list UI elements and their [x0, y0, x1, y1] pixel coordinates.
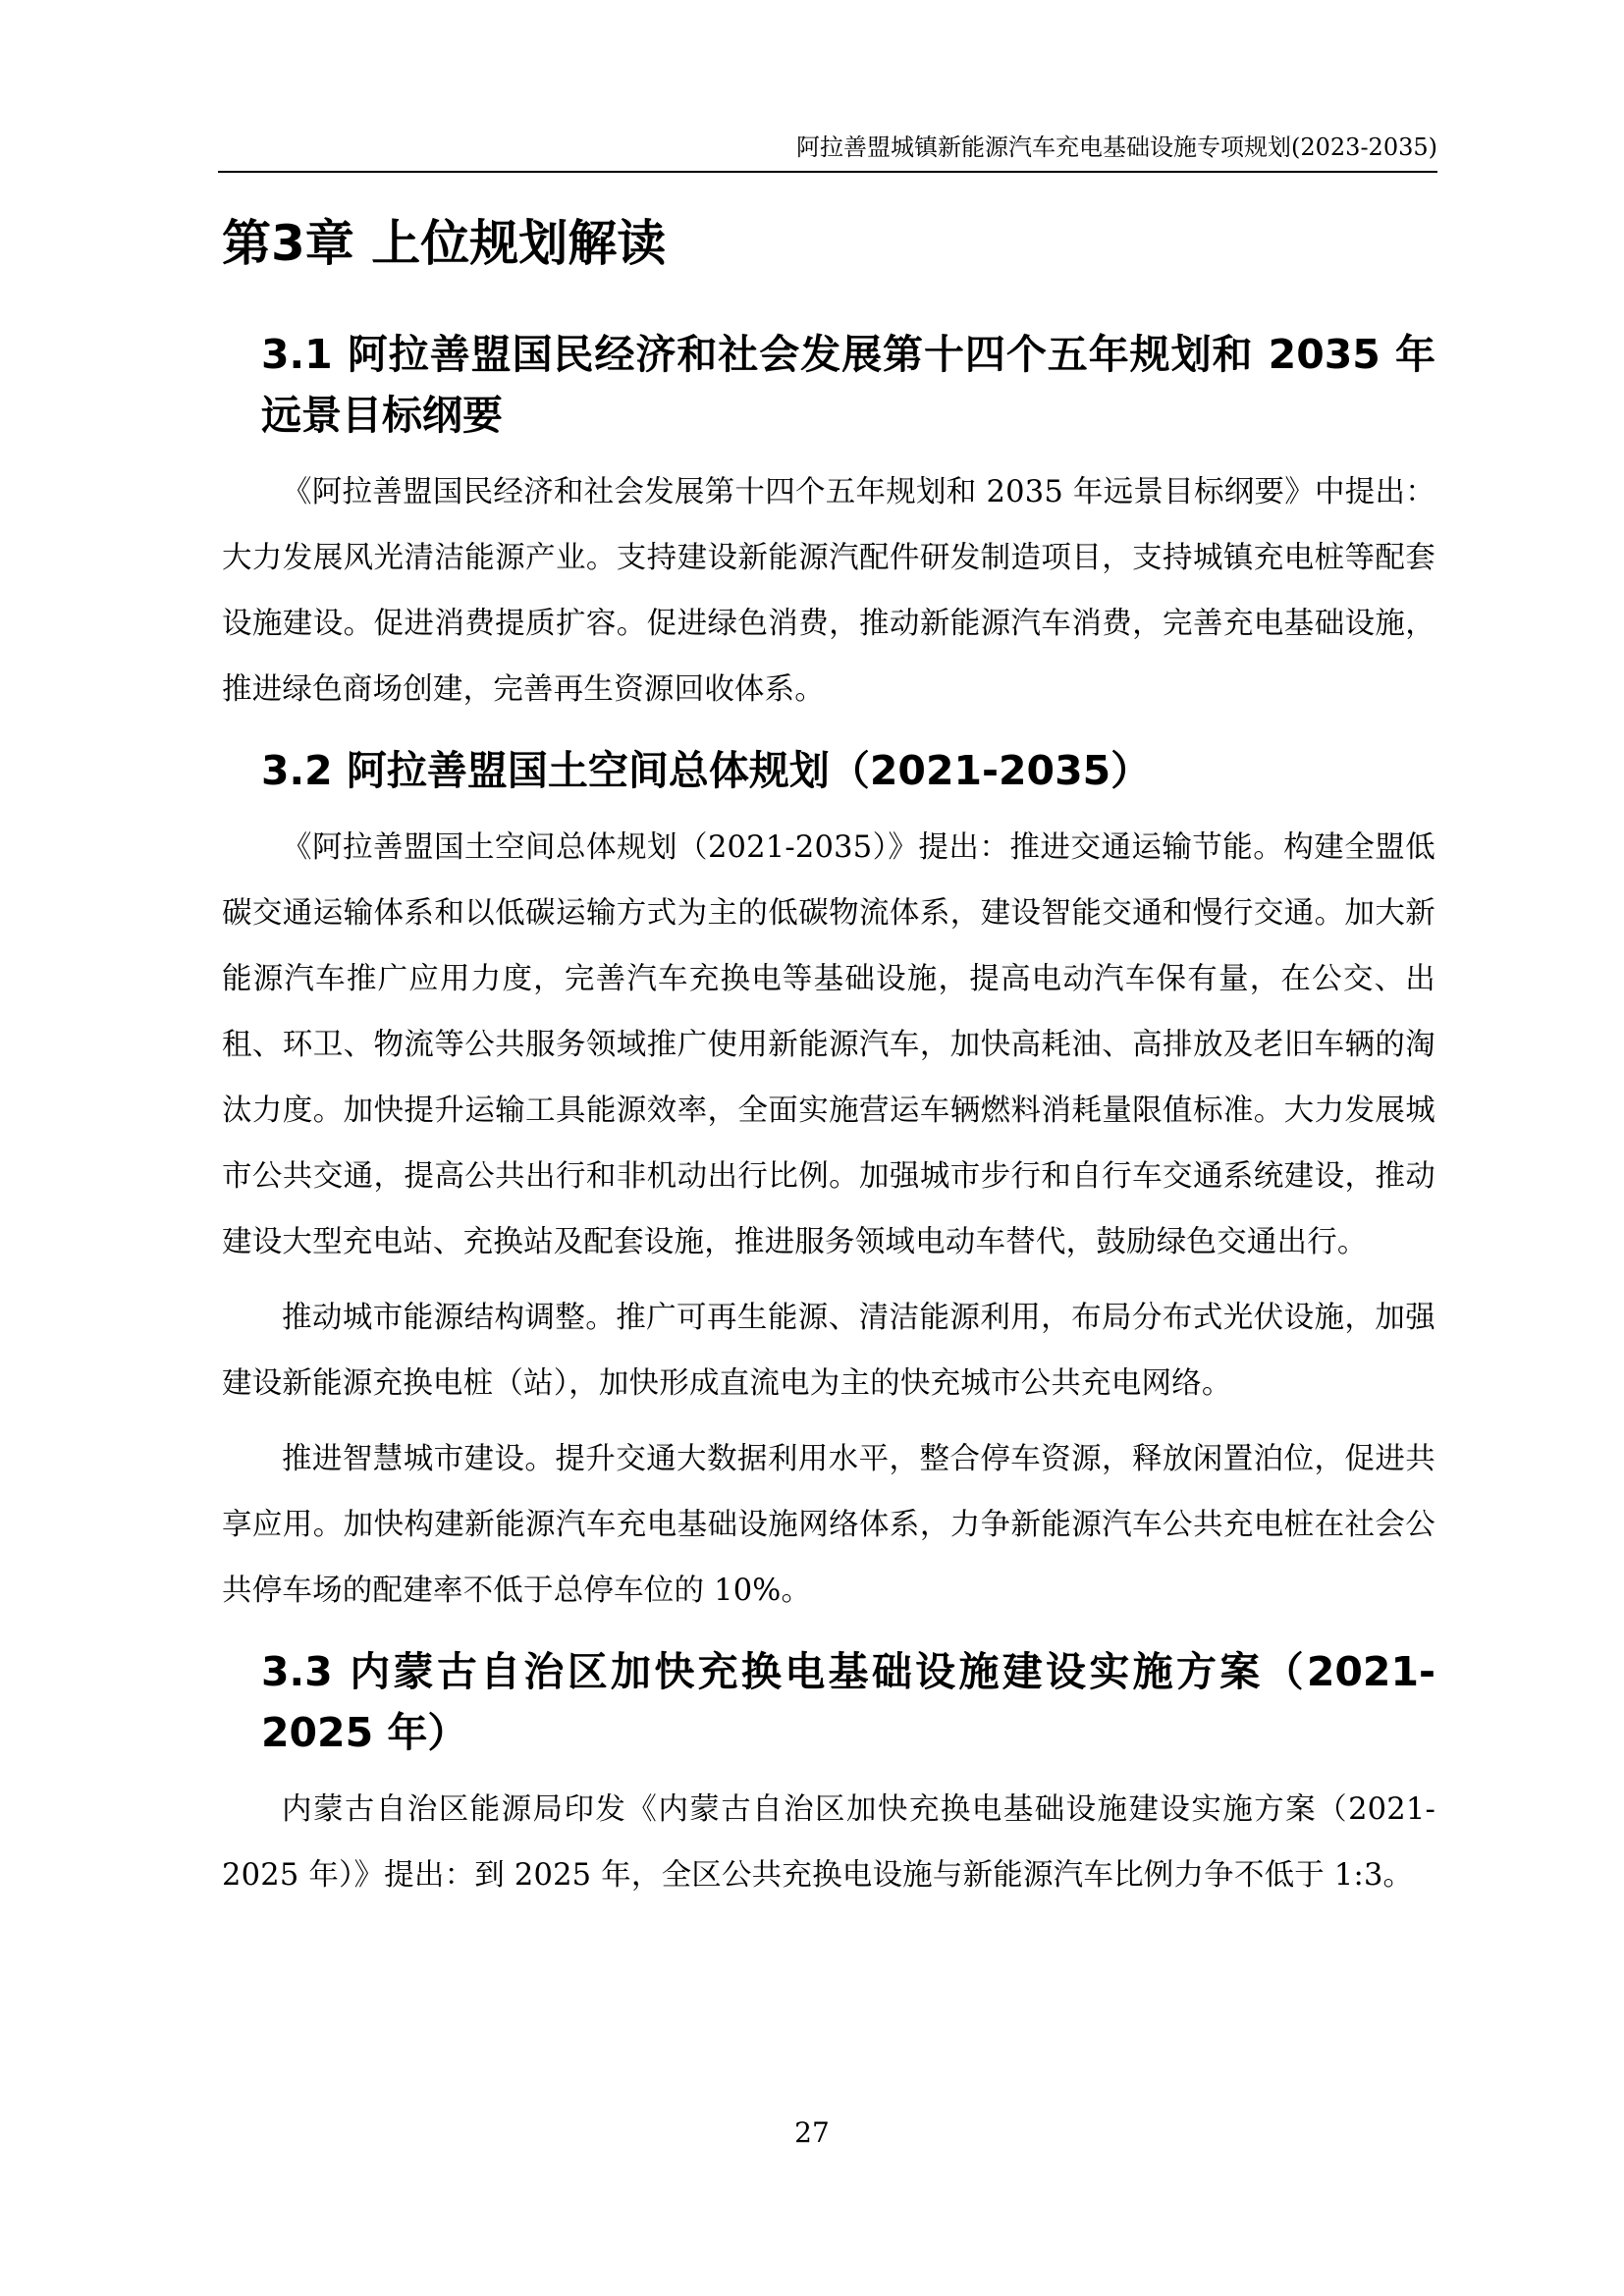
- section-3-3-paragraph-1: 内蒙古自治区能源局印发《内蒙古自治区加快充换电基础设施建设实施方案（2021-2025 年）》提出：到 2025 年，全区公共充换电设施与新能源汽车比例力争不低于 1:3。: [222, 1792, 1435, 1893]
- section-3-2-paragraph-2: 推动城市能源结构调整。推广可再生能源、清洁能源利用，布局分布式光伏设施，加强建设新能源充换电桩（站），加快形成直流电为主的快充城市公共充电网络。: [222, 1301, 1435, 1401]
- page-content: [222, 206, 1435, 1908]
- header-rule: [218, 171, 1437, 173]
- page-number: 27: [794, 2116, 830, 2149]
- section-title-3-2: 3.2 阿拉善盟国土空间总体规划（2021-2035）: [261, 747, 1152, 794]
- section-3-1-paragraph-1: 《阿拉善盟国民经济和社会发展第十四个五年规划和 2035 年远景目标纲要》中提出：大力发展风光清洁能源产业。支持建设新能源汽配件研发制造项目，支持城镇充电桩等配套设施建设。促进消费提质扩容。促进绿色消费，推动新能源汽车消费，完善充电基础设施，推进绿色商场创建，完善再生资源回收体系。: [222, 475, 1435, 707]
- section-title-3-3: 3.3 内蒙古自治区加快充换电基础设施建设实施方案（2021-2025 年）: [261, 1648, 1435, 1756]
- section-3-2-paragraph-1: 《阿拉善盟国土空间总体规划（2021-2035）》提出：推进交通运输节能。构建全盟低碳交通运输体系和以低碳运输方式为主的低碳物流体系，建设智能交通和慢行交通。加大新能源汽车推广应用力度，完善汽车充换电等基础设施，提高电动汽车保有量，在公交、出租、环卫、物流等公共服务领域推广使用新能源汽车，加快高耗油、高排放及老旧车辆的淘汰力度。加快提升运输工具能源效率，全面实施营运车辆燃料消耗量限值标准。大力发展城市公共交通，提高公共出行和非机动出行比例。加强城市步行和自行车交通系统建设，推动建设大型充电站、充换站及配套设施，推进服务领域电动车替代，鼓励绿色交通出行。: [222, 830, 1435, 1259]
- section-3-2-paragraph-3: 推进智慧城市建设。提升交通大数据利用水平，整合停车资源，释放闲置泊位，促进共享应用。加快构建新能源汽车充电基础设施网络体系，力争新能源汽车公共充电桩在社会公共停车场的配建率不低于总停车位的 10%。: [222, 1442, 1435, 1608]
- section-title-3-1: 3.1 阿拉善盟国民经济和社会发展第十四个五年规划和 2035 年远景目标纲要: [261, 331, 1435, 439]
- running-header: 阿拉善盟城镇新能源汽车充电基础设施专项规划(2023-2035): [796, 133, 1437, 161]
- chapter-title: 第3章 上位规划解读: [222, 215, 667, 272]
